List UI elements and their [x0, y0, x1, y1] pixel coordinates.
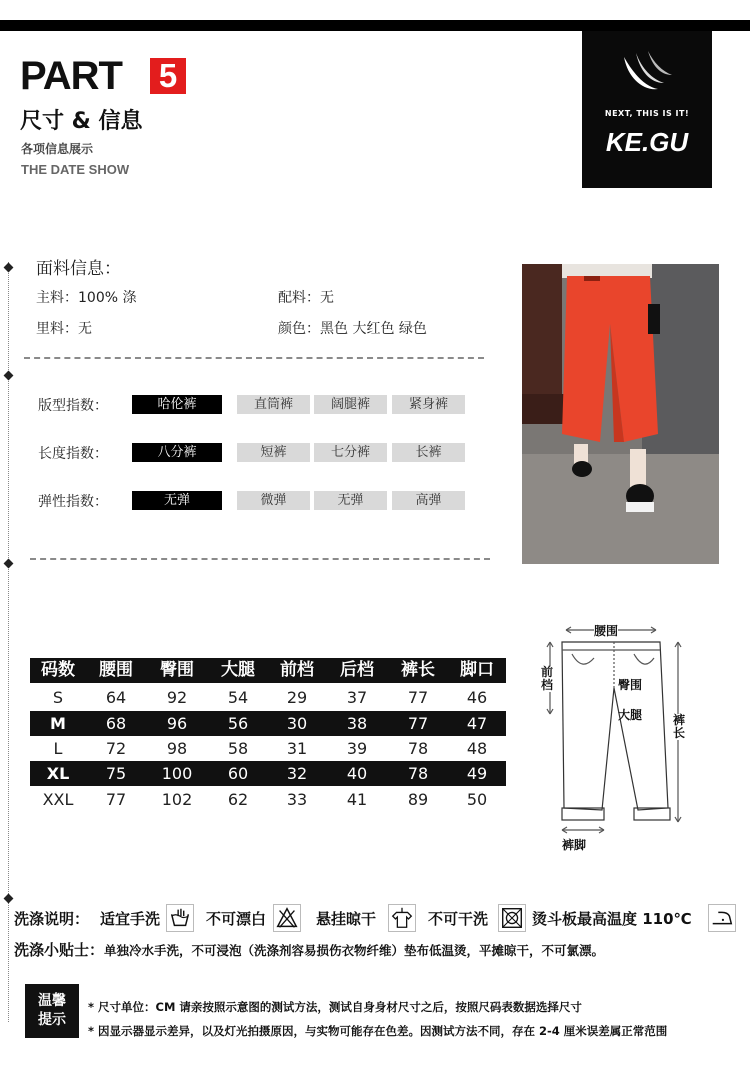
- part-number-badge: 5: [150, 58, 186, 94]
- no-bleach-icon: [273, 904, 301, 932]
- care-text-hang-dry: 悬挂晾干: [316, 910, 377, 928]
- table-cell: 60: [227, 764, 249, 783]
- no-dry-clean-icon: [498, 904, 526, 932]
- table-cell: 77: [407, 688, 429, 707]
- table-cell: 64: [105, 688, 127, 707]
- care-label: 洗涤说明：: [14, 910, 90, 928]
- table-header-cell: 裤长: [401, 660, 435, 680]
- table-cell: 56: [227, 714, 249, 733]
- table-cell: 77: [407, 714, 429, 733]
- fit-option-wide: 阔腿裤: [314, 395, 387, 414]
- notice-line-1: * 尺寸单位：CM 请亲按照示意图的测试方法，测试自身身材尺寸之后，按照尺码表数据选择尺寸: [88, 1000, 582, 1014]
- diagram-label-hem: 裤脚: [562, 838, 587, 852]
- diagram-label-front-rise: 前档: [541, 665, 554, 692]
- table-cell: 31: [286, 739, 308, 758]
- diagram-label-waist: 腰围: [594, 624, 619, 638]
- pants-measure-diagram: [538, 618, 688, 854]
- table-header-cell: 臀围: [160, 660, 194, 680]
- divider: [30, 558, 490, 560]
- table-cell: 77: [105, 790, 127, 809]
- table-cell: XXL: [42, 790, 74, 809]
- care-tips-label: 洗涤小贴士：: [14, 941, 105, 959]
- table-row: [30, 711, 506, 736]
- table-cell: 92: [166, 688, 188, 707]
- length-index-label: 长度指数：: [38, 446, 108, 462]
- notice-badge: [25, 984, 79, 1038]
- fabric-accessory: 配料：无: [278, 290, 334, 306]
- fabric-colors: 颜色：黑色 大红色 绿色: [278, 321, 427, 337]
- table-row: [30, 787, 506, 812]
- timeline-dot: [4, 263, 14, 273]
- table-cell: 72: [105, 739, 127, 758]
- fabric-lining: 里料：无: [36, 321, 92, 337]
- table-cell: 50: [466, 790, 488, 809]
- table-row: [30, 736, 506, 761]
- table-cell: S: [52, 688, 64, 707]
- hang-dry-icon: [388, 904, 416, 932]
- table-header-cell: 后档: [340, 660, 374, 680]
- table-cell: 49: [466, 764, 488, 783]
- table-cell: 39: [346, 739, 368, 758]
- length-option-shorts: 短裤: [237, 443, 310, 462]
- stretch-index-label: 弹性指数：: [38, 494, 108, 510]
- table-cell: 30: [286, 714, 308, 733]
- brand-name: KE.GU: [605, 127, 689, 157]
- brand-slogan: NEXT, THIS IS IT!: [604, 109, 690, 118]
- timeline-dot: [4, 371, 14, 381]
- product-photo: [522, 264, 719, 564]
- care-text-no-bleach: 不可漂白: [206, 910, 267, 928]
- table-cell: 46: [466, 688, 488, 707]
- table-cell: 75: [105, 764, 127, 783]
- table-cell: 89: [407, 790, 429, 809]
- table-header-row: [30, 658, 506, 683]
- brand-block: [582, 31, 712, 188]
- notice-badge-line: 温馨: [38, 993, 66, 1009]
- table-cell: 32: [286, 764, 308, 783]
- swan-wing-icon: [618, 49, 676, 97]
- table-cell: 37: [346, 688, 368, 707]
- fit-option-skinny: 紧身裤: [392, 395, 465, 414]
- length-option-long: 长裤: [392, 443, 465, 462]
- stretch-option-slight: 微弹: [237, 491, 310, 510]
- length-option-seventh: 七分裤: [314, 443, 387, 462]
- table-cell: 38: [346, 714, 368, 733]
- table-header-cell: 脚口: [460, 660, 494, 680]
- table-header-cell: 大腿: [221, 660, 255, 680]
- table-cell: 100: [161, 764, 193, 783]
- hand-wash-icon: [166, 904, 194, 932]
- care-tips-text: 单独冷水手洗，不可浸泡（洗涤剂容易损伤衣物纤维）垫布低温烫，平摊晾干，不可氯漂。: [104, 943, 605, 958]
- table-header-cell: 腰围: [99, 660, 133, 680]
- fabric-main: 主料：100% 涤: [36, 290, 137, 306]
- pants-outline-icon: [538, 618, 688, 854]
- care-instructions: [14, 904, 744, 932]
- table-header-cell: 码数: [41, 660, 75, 680]
- table-cell: 98: [166, 739, 188, 758]
- table-cell: L: [53, 739, 63, 758]
- table-cell: 62: [227, 790, 249, 809]
- timeline-dot: [4, 894, 14, 904]
- table-cell: M: [50, 714, 66, 733]
- diagram-label-hip: 臀围: [618, 678, 643, 692]
- table-cell: 41: [346, 790, 368, 809]
- table-cell: 78: [407, 764, 429, 783]
- notice-badge-line: 提示: [38, 1012, 66, 1028]
- table-cell: 40: [346, 764, 368, 783]
- table-cell: 48: [466, 739, 488, 758]
- section-subtitle: 各项信息展示: [21, 142, 94, 156]
- table-cell: XL: [46, 764, 70, 783]
- diagram-label-length: 裤长: [673, 713, 686, 740]
- care-text-no-dry-clean: 不可干洗: [428, 910, 489, 928]
- stretch-option-none-2: 无弹: [314, 491, 387, 510]
- diagram-label-thigh: 大腿: [618, 708, 643, 722]
- table-cell: 102: [161, 790, 193, 809]
- table-row: [30, 685, 506, 710]
- table-cell: 47: [466, 714, 488, 733]
- timeline-dot: [4, 559, 14, 569]
- table-cell: 96: [166, 714, 188, 733]
- fit-option-harem: 哈伦裤: [132, 395, 222, 414]
- divider: [24, 357, 484, 359]
- part-heading: PART: [20, 54, 122, 98]
- care-text-hand-wash: 适宜手洗: [100, 910, 161, 928]
- table-cell: 68: [105, 714, 127, 733]
- table-cell: 78: [407, 739, 429, 758]
- table-header-cell: 前档: [280, 660, 314, 680]
- fit-option-straight: 直筒裤: [237, 395, 310, 414]
- section-subtitle-en: THE DATE SHOW: [21, 162, 130, 177]
- fabric-title: 面料信息：: [36, 259, 121, 279]
- iron-icon: [708, 904, 736, 932]
- section-title: 尺寸 & 信息: [20, 109, 143, 134]
- table-cell: 29: [286, 688, 308, 707]
- stretch-option-none: 无弹: [132, 491, 222, 510]
- top-bar: [0, 20, 750, 31]
- notice-line-2: * 因显示器显示差异，以及灯光拍摄原因，与实物可能存在色差。因测试方法不同，存在 2-4 厘米误差属正常范围: [88, 1024, 668, 1038]
- length-option-eighth: 八分裤: [132, 443, 222, 462]
- fit-index-label: 版型指数：: [38, 398, 108, 414]
- table-cell: 54: [227, 688, 249, 707]
- table-cell: 33: [286, 790, 308, 809]
- care-text-iron: 烫斗板最高温度 110℃: [532, 910, 692, 928]
- stretch-option-high: 高弹: [392, 491, 465, 510]
- table-cell: 58: [227, 739, 249, 758]
- table-row: [30, 761, 506, 786]
